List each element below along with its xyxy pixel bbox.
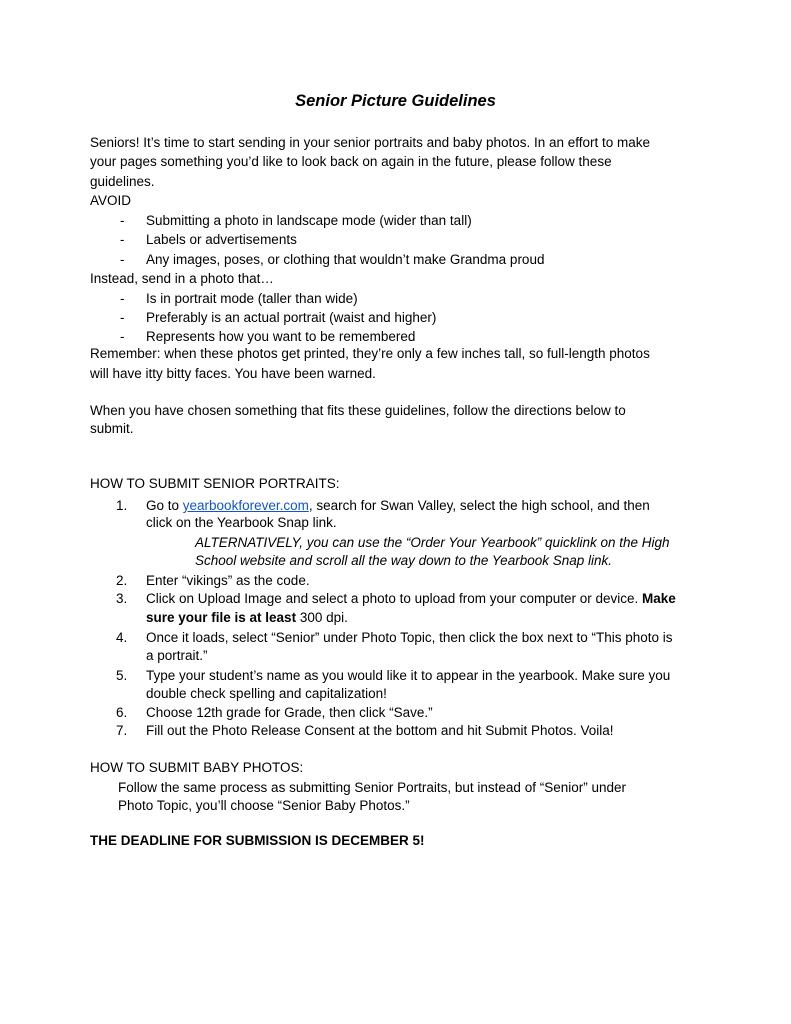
step-2: [116, 571, 310, 590]
step-text: Click on Upload Image and select a photo to upload from your computer or device.: [146, 591, 643, 606]
step-7: [116, 721, 614, 740]
step-number: 7.: [116, 723, 128, 738]
step-text-bold: sure your file is at least: [146, 610, 297, 625]
bullet-dash: -: [120, 232, 125, 247]
bullet-dash: -: [120, 329, 125, 344]
step-number: 6.: [116, 705, 128, 720]
step-number: 1.: [116, 498, 128, 513]
document-title: Senior Picture Guidelines: [295, 92, 496, 110]
step-number: 3.: [116, 591, 128, 606]
step-text-bold: Make: [642, 591, 676, 606]
baby-photos-line-2: Photo Topic, you’ll choose “Senior Baby Photos.”: [118, 798, 410, 813]
step-number: 4.: [116, 630, 128, 645]
yearbookforever-link[interactable]: yearbookforever.com: [182, 498, 309, 513]
chosen-line-2: submit.: [90, 421, 134, 436]
avoid-bullet-item: [120, 211, 472, 230]
remember-line-1: Remember: when these photos get printed, they’re only a few inches tall, so full-length photos: [90, 346, 650, 361]
bullet-text: Labels or advertisements: [146, 232, 297, 247]
step-4: [116, 628, 673, 647]
step-1-alternative-line-2: School website and scroll all the way down to the Yearbook Snap link.: [195, 553, 613, 568]
bullet-text: Is in portrait mode (taller than wide): [146, 291, 358, 306]
step-number: 2.: [116, 573, 128, 588]
bullet-dash: -: [120, 291, 125, 306]
intro-line-1: Seniors! It’s time to start sending in your senior portraits and baby photos. In an effort to make: [90, 135, 651, 150]
step-text: , search for Swan Valley, select the high school, and then: [308, 498, 650, 513]
intro-line-2: your pages something you’d like to look back on again in the future, please follow these: [90, 154, 612, 169]
step-1-alternative-line-1: ALTERNATIVELY, you can use the “Order Your Yearbook” quicklink on the High: [195, 535, 670, 550]
bullet-dash: -: [120, 252, 125, 267]
remember-line-2: will have itty bitty faces. You have been warned.: [90, 366, 376, 381]
step-5-continuation: double check spelling and capitalization!: [146, 686, 387, 701]
step-text: 300 dpi.: [296, 610, 348, 625]
instead-heading: Instead, send in a photo that…: [90, 271, 274, 286]
baby-photos-line-1: Follow the same process as submitting Senior Portraits, but instead of “Senior” under: [118, 780, 626, 795]
bullet-text: Any images, poses, or clothing that wouldn’t make Grandma proud: [146, 252, 545, 267]
step-text: Once it loads, select “Senior” under Photo Topic, then click the box next to “This photo is: [146, 630, 673, 645]
instead-bullet-item: [120, 289, 358, 308]
senior-portraits-heading: HOW TO SUBMIT SENIOR PORTRAITS:: [90, 476, 340, 491]
instead-bullet-item: [120, 308, 436, 327]
step-3-continuation: [146, 608, 348, 627]
bullet-text: Submitting a photo in landscape mode (wider than tall): [146, 213, 472, 228]
bullet-dash: -: [120, 213, 125, 228]
step-text: Type your student’s name as you would like it to appear in the yearbook. Make sure you: [146, 668, 671, 683]
step-6: [116, 703, 433, 722]
baby-photos-heading: HOW TO SUBMIT BABY PHOTOS:: [90, 760, 304, 775]
step-text: Fill out the Photo Release Consent at the bottom and hit Submit Photos. Voila!: [146, 723, 614, 738]
step-text: Go to: [146, 498, 183, 513]
avoid-heading: AVOID: [90, 193, 132, 208]
deadline-text: THE DEADLINE FOR SUBMISSION IS DECEMBER 5!: [90, 833, 425, 848]
bullet-text: Preferably is an actual portrait (waist and higher): [146, 310, 437, 325]
step-5: [116, 666, 670, 685]
bullet-dash: -: [120, 310, 125, 325]
bullet-text: Represents how you want to be remembered: [146, 329, 416, 344]
step-1-continuation: click on the Yearbook Snap link.: [146, 515, 337, 530]
chosen-line-1: When you have chosen something that fits these guidelines, follow the directions below to: [90, 403, 626, 418]
step-3: [116, 589, 676, 608]
step-text: Enter “vikings” as the code.: [146, 573, 310, 588]
avoid-bullet-item: [120, 250, 544, 269]
step-number: 5.: [116, 668, 128, 683]
step-4-continuation: a portrait.”: [146, 648, 208, 663]
avoid-bullet-item: [120, 230, 297, 249]
intro-line-3: guidelines.: [90, 174, 155, 189]
step-text: Choose 12th grade for Grade, then click “Save.”: [146, 705, 433, 720]
